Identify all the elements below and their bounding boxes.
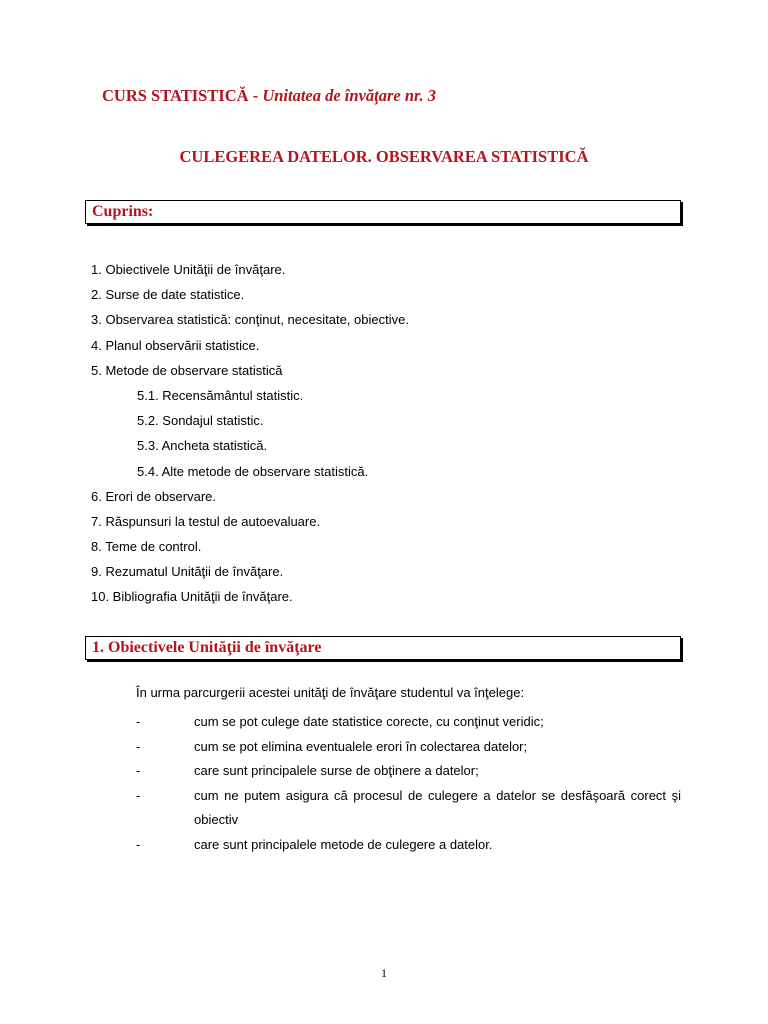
chapter-title: CULEGEREA DATELOR. OBSERVAREA STATISTICĂ	[179, 147, 589, 166]
toc-item: 5.4. Alte metode de observare statistică.	[137, 463, 369, 479]
course-header	[102, 86, 436, 106]
header-separator: -	[248, 86, 263, 105]
bullet-dash: -	[136, 763, 141, 778]
objective-text: cum ne putem asigura că procesul de culegere a datelor se desfăşoară corect şi obiectiv	[194, 787, 681, 827]
objective-item	[136, 759, 681, 784]
contents-heading-box	[85, 200, 681, 224]
objective-item	[136, 784, 681, 833]
toc-item: 4. Planul observării statistice.	[91, 337, 260, 353]
toc-item: 3. Observarea statistică: conţinut, necesitate, obiective.	[91, 312, 409, 328]
toc-item: 2. Surse de date statistice.	[91, 287, 245, 303]
objective-text: cum se pot culege date statistice corecte, cu conţinut veridic;	[194, 714, 544, 729]
objectives-list	[136, 710, 681, 857]
objectives-heading: 1. Obiectivele Unităţii de învăţare	[92, 639, 322, 656]
objective-text: care sunt principalele metode de culegere a datelor.	[194, 836, 493, 852]
contents-heading: Cuprins:	[92, 203, 154, 220]
objective-text: care sunt principalele surse de obţinere a datelor;	[194, 763, 479, 778]
toc-item: 5.3. Ancheta statistică.	[137, 438, 268, 454]
bullet-dash: -	[136, 836, 141, 852]
toc-item: 8. Teme de control.	[91, 539, 202, 555]
table-of-contents	[91, 257, 409, 610]
objective-item	[136, 735, 681, 760]
toc-item: 9. Rezumatul Unităţii de învăţare.	[91, 564, 284, 580]
objective-item	[136, 833, 681, 858]
objectives-intro: În urma parcurgerii acestei unităţi de învăţare studentul va înţelege:	[136, 685, 525, 700]
objectives-heading-box	[85, 636, 681, 660]
toc-item: 6. Erori de observare.	[91, 488, 217, 504]
toc-item: 5.1. Recensământul statistic.	[137, 387, 304, 403]
toc-item: 5.2. Sondajul statistic.	[137, 413, 264, 429]
bullet-dash: -	[136, 714, 141, 729]
toc-item: 1. Obiectivele Unităţii de învăţare.	[91, 262, 286, 277]
page-number: 1	[381, 966, 387, 980]
toc-item: 5. Metode de observare statistică	[91, 362, 283, 378]
bullet-dash: -	[136, 787, 141, 803]
unit-label: Unitatea de învăţare nr. 3	[262, 86, 437, 105]
course-name: CURS STATISTICĂ	[102, 86, 249, 105]
bullet-dash: -	[136, 738, 141, 754]
objective-text: cum se pot elimina eventualele erori în colectarea datelor;	[194, 738, 528, 754]
objective-item	[136, 710, 681, 735]
toc-item: 10. Bibliografia Unităţii de învăţare.	[91, 589, 293, 605]
toc-item: 7. Răspunsuri la testul de autoevaluare.	[91, 513, 321, 529]
